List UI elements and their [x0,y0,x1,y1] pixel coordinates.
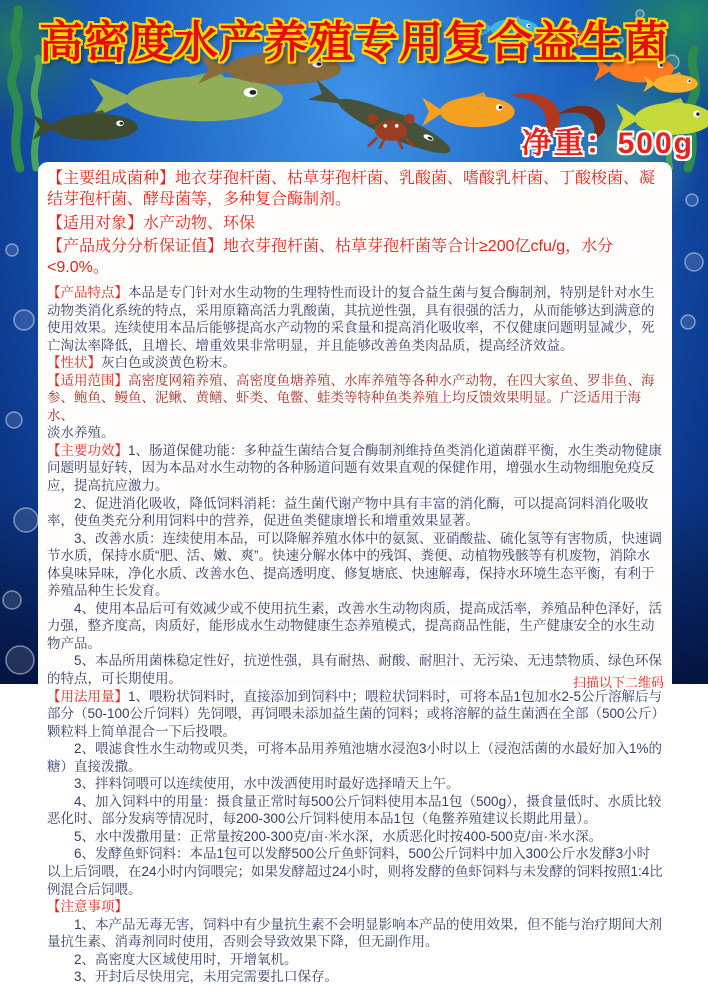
product-title: 高密度水产养殖专用复合益生菌 [39,18,669,67]
goldfish-icon [422,92,514,127]
efficacy-item-5: 5、本品所用菌株稳定性好，抗逆性强，具有耐热、耐酸、耐胆汁、无污染、无违禁物质、绿色环保的特点，可长期使用。 [47,653,663,687]
efficacy-label: 【主要功效】 [47,442,128,458]
scope-paragraph [47,372,663,425]
usage-item-6: 6、发酵鱼虾饲料：本品1包可以发酵500公斤鱼虾饲料，500公斤饲料中加入300公斤水发酵3小时以上后饲喂，在24小时内饲喂完；如果发酵超过24小时，则将发酵的鱼虾饲料与未发酵的饲料按照1:4比例混合后饲喂。 [47,846,663,897]
product-features-label: 【产品特点】 [47,284,128,300]
usage-item-4: 4、加入饲料中的用量：摄食量正常时每500公斤饲料使用本品1包（500g），摄食量低时、水质比较恶化时、部分发病等情况时，每200-300公斤饲料使用本品1包（龟鳖养殖建议长期此用量）。 [47,793,662,827]
precautions-label: 【注意事项】 [47,899,128,915]
appearance-paragraph [47,354,663,372]
precautions-item-1: 1、本产品无毒无害，饲料中有少量抗生素不会明显影响本产品的使用效果，但不能与治疗期间大剂量抗生素、消毒剂同时使用，否则会导致效果下降，但无副作用。 [47,916,663,950]
usage-paragraph-1 [47,688,663,741]
applicable-targets-text: 水产动物、环保 [143,214,256,232]
dark-fish-icon [33,110,138,140]
efficacy-item-2: 2、促进消化吸收，降低饲料消耗：益生菌代谢产物中具有丰富的消化酶，可以提高饲料消化吸收率，使鱼类充分利用饲料中的营养，促进鱼类健康增长和增重效果显著。 [47,495,649,529]
main-strains-text: 地衣芽孢杆菌、枯草芽孢杆菌、乳酸菌、嗜酸乳杆菌、丁酸梭菌、凝结芽孢杆菌、酵母菌等，多种复合酶制剂。 [47,170,656,208]
usage-item-5: 5、水中泼撒用量：正常量按200-300克/亩·米水深，水质恶化时按400-500克/亩·米水深。 [74,828,603,844]
guarantee-value-text: 地衣芽孢杆菌、枯草芽孢杆菌等合计≥200亿cfu/g，水分<9.0%。 [47,238,614,277]
efficacy-item-4: 4、使用本品后可有效减少或不使用抗生素，改善水生动物肉质，提高成活率，养殖品种色泽好，活力强，整齐度高，肉质好，能形成水生动物健康生态养殖模式，提高商品性能，生产健康安全的水生动物产品。 [47,600,663,651]
usage-label: 【用法用量】 [47,688,128,704]
net-weight-label: 净重：500g [521,127,694,160]
efficacy-item-1: 1、肠道保健功能：多种益生菌结合复合酶制剂维持鱼类消化道菌群平衡，水生类动物健康问题明显好转，因为本品对水生动物的各种肠道问题有效果直观的保健作用，增强水生动物细胞免疫反应，提高抗应激力。 [47,442,663,493]
appearance-text: 灰白色或淡黄色粉末。 [101,355,236,371]
loach-fish-icon [307,75,456,161]
precautions-item-3: 3、开封后尽快用完，未用完需要扎口保存。 [74,969,339,985]
efficacy-item-3: 3、改善水质：连续使用本品，可以降解养殖水体中的氨氮、亚硝酸盐、硫化氢等有害物质，快速调节水质，保持水质“肥、活、嫩、爽”。快速分解水体中的残饵、粪便、动植物残骸等有机废物，消除水体臭味异味，净化水质、改善水色、提高透明度、修复塘底、快速解毒，保持水环境生态平衡，有利于养殖品种生长发育。 [47,530,663,599]
scope-tail: 淡水养殖。 [47,425,115,441]
usage-item-1: 1、喂粉状饲料时，直接添加到饲料中；喂粒状饲料时，可将本品1包加水2-5公斤溶解后与部分（50-100公斤饲料）先饲喂，再饲喂未添加益生菌的饲料；或将溶解的益生菌洒在全部（500公斤）颗粒料上简单混合一下后投喂。 [47,688,663,739]
precautions-item-2: 2、高密度大区域使用时，开增氧机。 [74,951,298,967]
scope-text: 高密度网箱养殖、高密度鱼塘养殖、水库养殖等各种水产动物，在四大家鱼、罗非鱼、海参、鲍鱼、鳗鱼、泥鳅、黄鳝、虾类、龟鳖、蛙类等特种鱼类养殖上均反馈效果明显。广泛适用于海水、 [47,372,655,423]
details-block [47,284,663,986]
usage-item-2: 2、喂滤食性水生动物或贝类，可将本品用养殖池塘水浸泡3小时以上（浸泡活菌的水最好加入1%的糖）直接泼撒。 [47,741,663,774]
precautions-header [47,898,663,916]
content-panel [38,162,672,985]
main-strains-label: 【主要组成菌种】 [47,170,176,187]
applicable-targets-label: 【适用对象】 [47,214,144,232]
guarantee-value-row [47,237,663,279]
qr-code-note: 扫描以下二维码 [572,675,664,690]
guarantee-value-label: 【产品成分分析保证值】 [47,238,224,256]
product-features-text: 本品是专门针对水生动物的生理特性而设计的复合益生菌与复合酶制剂，特别是针对水生动物类消化系统的特点，采用原籍高活力乳酸菌，其抗逆性强，具有很强的活力，从而能够达到满意的使用效果。连续使用本品后能够提高水产动物的采食量和提高消化吸收率，不仅健康问题明显减少，死亡淘汰率降低，且增长、增重效果非常明显，并且能够改善鱼类肉品质，提高经济效益。 [47,284,655,353]
applicable-targets-row [47,214,663,235]
product-features-paragraph [47,284,663,354]
primary-info-block [47,169,663,279]
appearance-label: 【性状】 [47,355,101,371]
main-strains-row [47,169,663,211]
efficacy-paragraph-1 [47,442,663,495]
scope-label: 【适用范围】 [47,372,128,388]
usage-item-3: 3、拌料饲喂可以连续使用，水中泼洒使用时最好选择晴天上午。 [74,776,460,792]
